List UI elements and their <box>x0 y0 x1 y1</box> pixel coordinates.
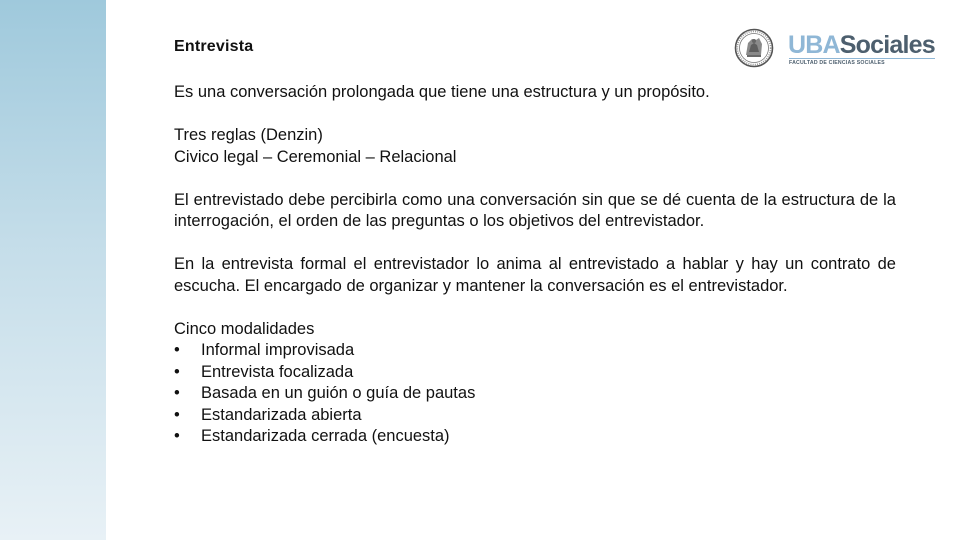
slide-body <box>174 82 896 448</box>
brand-subtitle: FACULTAD DE CIENCIAS SOCIALES <box>789 58 935 66</box>
modalities-block <box>174 319 896 448</box>
list-item <box>174 340 896 362</box>
brand-sociales: Sociales <box>839 31 935 59</box>
list-item <box>174 362 896 384</box>
uba-sociales-logo <box>734 28 936 70</box>
list-item <box>174 383 896 405</box>
list-item-text: Estandarizada abierta <box>201 405 362 424</box>
list-item-text: Estandarizada cerrada (encuesta) <box>201 427 450 445</box>
bullet-icon: • <box>174 384 180 402</box>
bullet-icon: • <box>174 405 180 424</box>
list-item <box>174 405 896 427</box>
modalities-heading: Cinco modalidades <box>174 319 315 338</box>
rules-line: Civico legal – Ceremonial – Relacional <box>174 147 457 166</box>
list-item-text: Entrevista focalizada <box>201 362 354 381</box>
slide-title: Entrevista <box>174 38 254 55</box>
paragraph-perception: El entrevistado debe percibirla como una conversación sin que se dé cuenta de la estructura de la interrogación, el orden de las preguntas o los objetivos del entrevistador. <box>174 190 896 230</box>
bullet-icon: • <box>174 427 180 445</box>
paragraph-formal-interview: En la entrevista formal el entrevistador lo anima al entrevistado a hablar y hay un contrato de escucha. El encargado de organizar y mantener la conversación es el entrevistador. <box>174 255 896 295</box>
brand-wordmark <box>788 31 935 59</box>
sidebar-accent-bar <box>0 0 106 540</box>
bullet-icon: • <box>174 341 180 359</box>
modalities-list <box>174 340 896 448</box>
brand-uba: UBA <box>788 31 840 59</box>
bullet-icon: • <box>174 362 180 381</box>
list-item-text: Basada en un guión o guía de pautas <box>201 384 476 402</box>
university-seal-icon <box>734 28 774 68</box>
rules-heading: Tres reglas (Denzin) <box>174 126 323 144</box>
list-item-text: Informal improvisada <box>201 341 355 359</box>
definition-text: Es una conversación prolongada que tiene una estructura y un propósito. <box>174 83 710 101</box>
rules-block <box>174 125 896 168</box>
list-item <box>174 426 896 448</box>
